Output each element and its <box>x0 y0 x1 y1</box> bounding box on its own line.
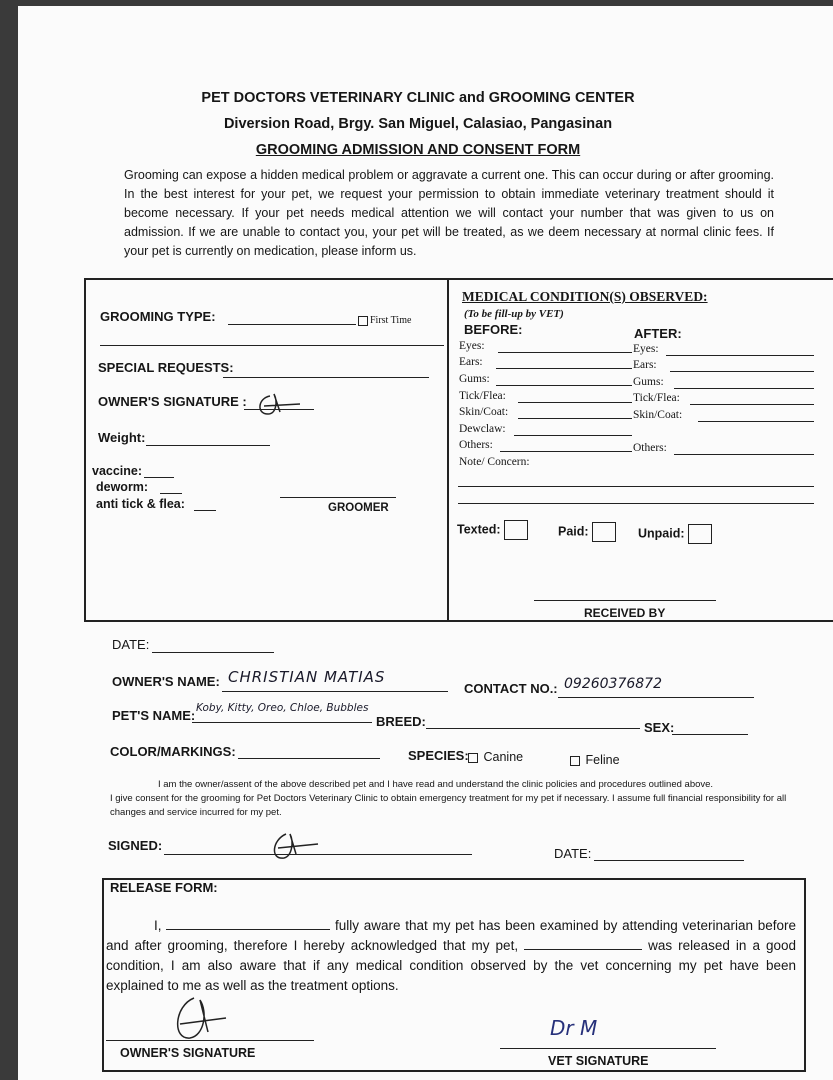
after-item-field[interactable] <box>674 454 814 455</box>
groomer-signature-line[interactable] <box>280 497 396 498</box>
canine-option[interactable] <box>468 750 523 764</box>
release-name-field[interactable] <box>166 917 330 930</box>
before-item-label: Dewclaw: <box>459 423 506 435</box>
sex-field[interactable] <box>672 734 748 735</box>
after-item-field[interactable] <box>670 371 814 372</box>
after-item-field[interactable] <box>698 421 814 422</box>
groomer-label: GROOMER <box>328 502 389 514</box>
box-divider <box>447 280 449 620</box>
breed-label: BREED: <box>376 714 426 729</box>
unpaid-box-icon <box>688 524 712 544</box>
deworm-label: deworm: <box>96 480 149 494</box>
vaccine-field[interactable] <box>144 477 174 478</box>
consent-line-2: I give consent for the grooming for Pet Doctors Veterinary Clinic to obtain emergency treatment for my pet if necessary. I assume full financial responsibility for all changes and service incurred for my pet. <box>110 793 787 818</box>
after-item-label: Skin/Coat: <box>633 409 683 421</box>
before-item-label: Note/ Concern: <box>459 456 530 468</box>
consent-date-label: DATE: <box>554 846 592 861</box>
anti-tick-label: anti tick & flea: <box>96 497 185 511</box>
intro-paragraph: Grooming can expose a hidden medical problem or aggravate a current one. This can occur during or after grooming. In the best interest for your pet, we request your permission to obtain immediate veterinary treatment should it become necessary. If your pet needs medical attention we will contact your number that was given to us on admission. If we are unable to contact you, your pet will be treated, as we deem necessary at normal clinic fees. If your pet is currently on medication, please inform us. <box>124 168 774 258</box>
release-text-1: fully aware that my pet has been examined by attending veterinarian before and after grooming, therefore I hereby acknowledged that my pet, <box>106 918 796 953</box>
after-item-field[interactable] <box>666 355 814 356</box>
owner-signature-line[interactable] <box>106 1040 314 1041</box>
grooming-type-field[interactable] <box>228 324 356 325</box>
anti-tick-field[interactable] <box>194 510 216 511</box>
received-by-label: RECEIVED BY <box>584 606 666 620</box>
grooming-type-label: GROOMING TYPE: <box>100 309 216 324</box>
release-owner-sig-label: OWNER'S SIGNATURE <box>120 1046 256 1060</box>
vaccine-label: vaccine: <box>92 464 143 478</box>
breed-field[interactable] <box>426 728 640 729</box>
form-paper <box>18 6 833 1080</box>
after-item-label: Eyes: <box>633 343 659 355</box>
signed-label: SIGNED: <box>108 838 163 853</box>
after-item-field[interactable] <box>674 388 814 389</box>
owner-name-value: CHRISTIAN MATIAS <box>228 668 386 686</box>
owners-signature-label: OWNER'S SIGNATURE : <box>98 394 247 409</box>
color-markings-field[interactable] <box>238 758 380 759</box>
clinic-name: PET DOCTORS VETERINARY CLINIC and GROOMING CENTER <box>201 90 635 106</box>
signed-signature-scribble <box>264 824 334 864</box>
before-item-label: Skin/Coat: <box>459 406 509 418</box>
before-heading: BEFORE: <box>464 322 523 337</box>
deworm-field[interactable] <box>160 493 182 494</box>
special-requests-field[interactable] <box>223 377 429 378</box>
before-item-field[interactable] <box>496 385 632 386</box>
vet-initials: Dr M <box>550 1016 598 1040</box>
contact-field[interactable] <box>558 697 754 698</box>
consent-line-1: I am the owner/assent of the above described pet and I have read and understand the clinic policies and procedures outlined above. <box>158 779 714 790</box>
unpaid-checkbox[interactable] <box>638 524 712 544</box>
before-item-label: Tick/Flea: <box>459 390 506 402</box>
after-item-label: Tick/Flea: <box>633 392 680 404</box>
contact-value: 09260376872 <box>564 676 662 692</box>
consent-date-field[interactable] <box>594 860 744 861</box>
after-heading: AFTER: <box>634 326 682 341</box>
before-item-field[interactable] <box>496 368 632 369</box>
medical-subtitle: (To be fill-up by VET) <box>464 308 564 320</box>
checkbox-icon <box>358 316 368 326</box>
texted-label: Texted: <box>457 522 501 537</box>
note-line-1[interactable] <box>458 486 814 487</box>
clinic-address: Diversion Road, Brgy. San Miguel, Calasiao, Pangasinan <box>223 116 613 132</box>
feline-checkbox-icon <box>570 756 580 766</box>
release-vet-sig-label: VET SIGNATURE <box>548 1054 649 1068</box>
release-paragraph <box>106 916 796 996</box>
before-item-label: Others: <box>459 439 493 451</box>
release-pet-field[interactable] <box>524 937 642 950</box>
first-time-label: First Time <box>370 315 412 326</box>
release-title: RELEASE FORM: <box>110 880 218 895</box>
form-title: GROOMING ADMISSION AND CONSENT FORM <box>255 142 581 158</box>
note-line-2[interactable] <box>458 503 814 504</box>
contact-label: CONTACT NO.: <box>464 681 558 696</box>
date-label: DATE: <box>112 637 150 652</box>
first-time-checkbox[interactable] <box>358 315 411 326</box>
owner-name-label: OWNER'S NAME: <box>112 674 220 689</box>
paid-box-icon <box>592 522 616 542</box>
pet-name-label: PET'S NAME: <box>112 708 196 723</box>
date-field[interactable] <box>152 652 274 653</box>
color-markings-label: COLOR/MARKINGS: <box>110 744 236 759</box>
before-item-field[interactable] <box>518 402 632 403</box>
before-item-label: Gums: <box>459 373 490 385</box>
special-requests-label: SPECIAL REQUESTS: <box>98 360 234 375</box>
canine-checkbox-icon <box>468 753 478 763</box>
texted-box-icon <box>504 520 528 540</box>
species-label: SPECIES: <box>408 748 469 763</box>
release-text-2: was released in a good condition, I am also aware that if any medical condition observed by the vet concerning my pet have been explained to me as well as the treatment options. <box>106 938 796 993</box>
pet-name-value: Koby, Kitty, Oreo, Chloe, Bubbles <box>196 702 369 714</box>
paid-label: Paid: <box>558 524 589 539</box>
after-item-label: Others: <box>633 442 667 454</box>
after-item-label: Gums: <box>633 376 664 388</box>
canine-label: Canine <box>483 750 524 764</box>
pet-name-field[interactable] <box>192 722 372 723</box>
before-item-field[interactable] <box>498 352 632 353</box>
before-item-field[interactable] <box>518 418 632 419</box>
sex-label: SEX: <box>644 720 675 735</box>
release-owner-signature-scribble <box>164 990 244 1050</box>
before-item-label: Eyes: <box>459 340 485 352</box>
unpaid-label: Unpaid: <box>638 526 685 541</box>
owner-signature-scribble <box>250 384 320 420</box>
grooming-type-line2 <box>100 345 444 346</box>
before-item-field[interactable] <box>514 435 632 436</box>
before-item-field[interactable] <box>500 451 632 452</box>
paid-checkbox[interactable] <box>558 522 616 542</box>
feline-option[interactable] <box>570 753 620 767</box>
received-by-line[interactable] <box>534 600 716 601</box>
release-i: I, <box>154 918 162 933</box>
medical-title: MEDICAL CONDITION(S) OBSERVED: <box>462 289 708 304</box>
feline-label: Feline <box>585 753 620 767</box>
texted-checkbox[interactable] <box>457 520 528 540</box>
after-item-field[interactable] <box>690 404 814 405</box>
vet-signature-line[interactable] <box>500 1048 716 1049</box>
weight-label: Weight: <box>98 430 146 445</box>
before-item-label: Ears: <box>459 356 483 368</box>
weight-field[interactable] <box>146 445 270 446</box>
after-item-label: Ears: <box>633 359 657 371</box>
owner-name-field[interactable] <box>222 691 448 692</box>
